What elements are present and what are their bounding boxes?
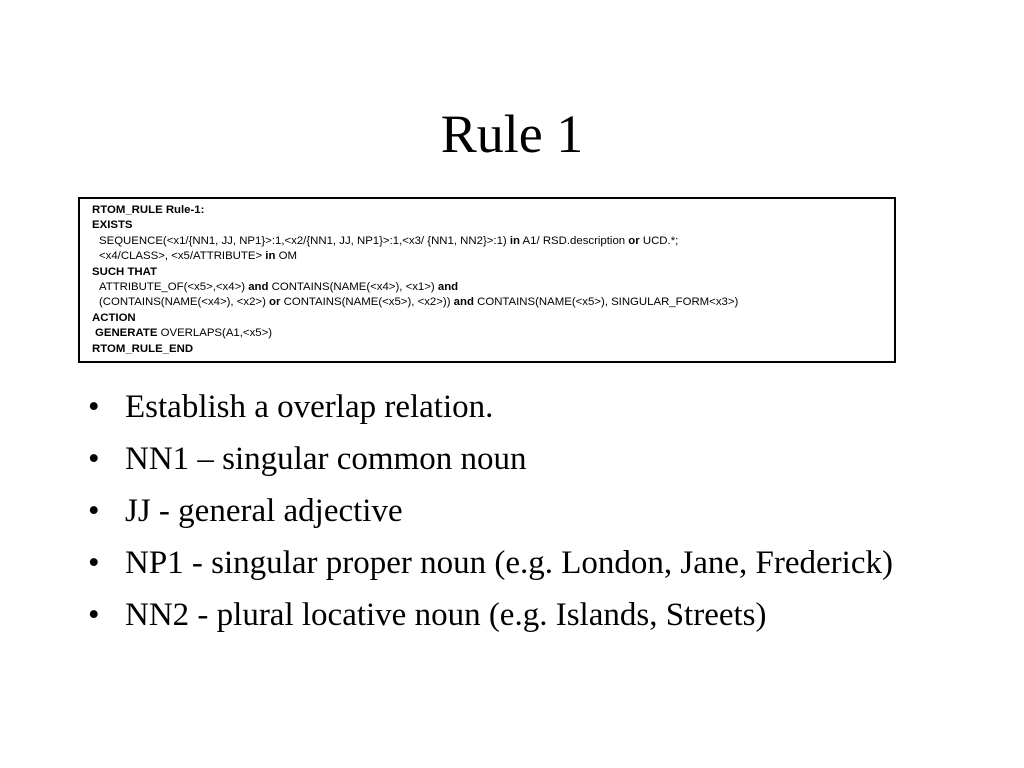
bullet-text: JJ - general adjective	[125, 493, 403, 529]
bullet-text: NP1 - singular proper noun (e.g. London, Jane, Frederick)	[125, 545, 893, 581]
rule-sequence-text: SEQUENCE(<x1/{NN1, JJ, NP1}>:1,<x2/{NN1, JJ, NP1}>:1,<x3/ {NN1, NN2}>:1)	[99, 234, 510, 247]
bullet-list	[88, 388, 968, 648]
bullet-text: NN1 – singular common noun	[125, 441, 527, 477]
bullet-text: NN2 - plural locative noun (e.g. Islands, Streets)	[125, 597, 767, 633]
rule-header-line: RTOM_RULE Rule-1:	[92, 204, 205, 216]
rule-such-that-keyword: SUCH THAT	[92, 265, 157, 278]
bullet-marker: •	[88, 493, 100, 529]
rule-action-keyword: ACTION	[92, 311, 136, 324]
rule-variables-line	[92, 249, 894, 264]
rule-in-keyword: in	[509, 234, 521, 247]
bullet-item	[88, 388, 968, 427]
rule-source-text: A1/ RSD.description	[520, 234, 629, 247]
slide-title: Rule 1	[440, 104, 584, 164]
bullet-item	[88, 544, 968, 583]
rule-exists-keyword: EXISTS	[92, 219, 133, 232]
rule-condition-text: CONTAINS(NAME(<x5>), <x2>))	[280, 296, 454, 309]
rule-variables-text: <x4/CLASS>, <x5/ATTRIBUTE>	[99, 250, 266, 263]
rule-generate-line	[92, 326, 894, 341]
rule-and-keyword: and	[453, 296, 474, 309]
rule-condition-line-2	[92, 295, 894, 310]
rule-and-keyword: and	[248, 281, 269, 294]
rule-ucd-text: UCD.*;	[639, 234, 679, 247]
rule-definition-box	[78, 197, 896, 363]
bullet-marker: •	[88, 597, 100, 633]
bullet-marker: •	[88, 389, 100, 425]
rule-and-keyword: and	[437, 281, 459, 294]
rule-condition-text: ATTRIBUTE_OF(<x5>,<x4>)	[99, 281, 249, 294]
bullet-item	[88, 492, 968, 531]
bullet-item	[88, 596, 968, 635]
rule-condition-text: CONTAINS(NAME(<x4>), <x1>)	[268, 281, 438, 294]
rule-sequence-line	[92, 234, 894, 249]
rule-condition-text: CONTAINS(NAME(<x5>), SINGULAR_FORM<x3>)	[473, 296, 739, 309]
rule-generate-keyword: GENERATE	[95, 327, 158, 340]
rule-in-keyword: in	[265, 250, 276, 263]
rule-condition-text: (CONTAINS(NAME(<x4>), <x2>)	[99, 296, 270, 309]
bullet-marker: •	[88, 545, 100, 581]
rule-end-keyword: RTOM_RULE_END	[92, 342, 194, 355]
rule-or-keyword: or	[269, 296, 281, 309]
bullet-marker: •	[88, 441, 100, 477]
rule-condition-line-1	[92, 280, 894, 295]
bullet-item	[88, 440, 968, 479]
bullet-text: Establish a overlap relation.	[125, 389, 494, 425]
rule-generate-text: OVERLAPS(A1,<x5>)	[157, 327, 273, 340]
rule-or-keyword: or	[628, 234, 640, 247]
rule-om-text: OM	[275, 250, 297, 263]
